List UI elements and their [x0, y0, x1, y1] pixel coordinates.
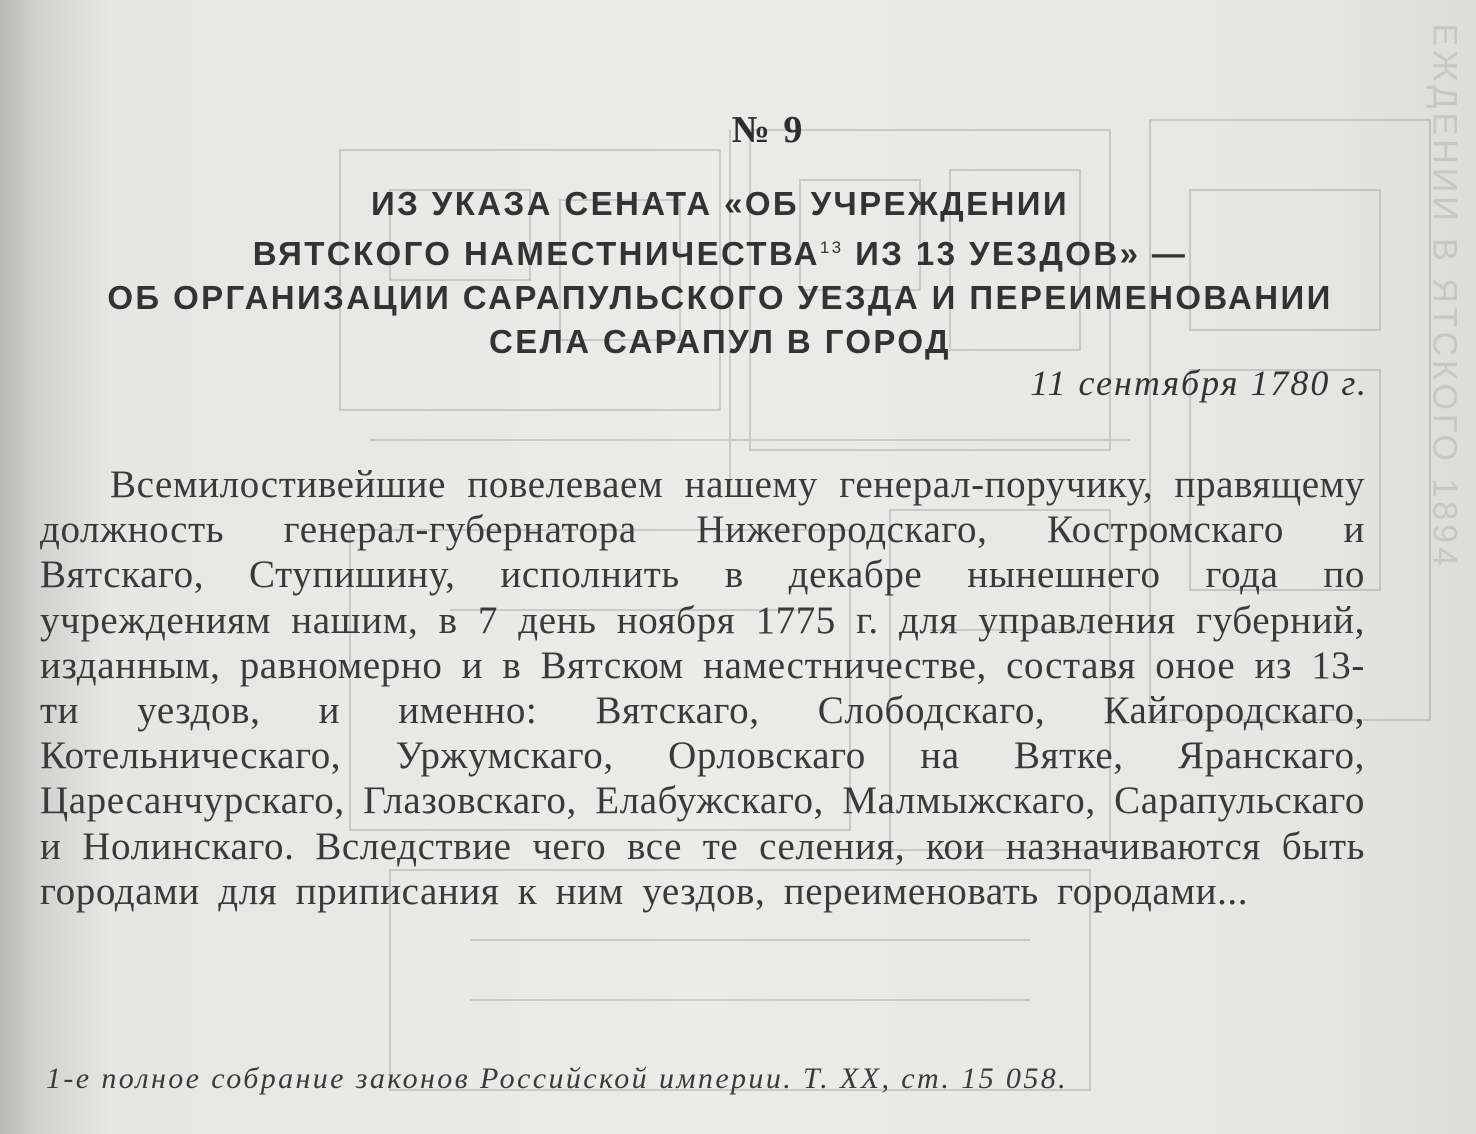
- title-line-4: СЕЛА САРАПУЛ В ГОРОД: [489, 323, 951, 360]
- footnote-marker: 13: [819, 238, 844, 257]
- title-line-3: ОБ ОРГАНИЗАЦИИ САРАПУЛЬСКОГО УЕЗДА И ПЕРЕИМЕНОВАНИИ: [107, 279, 1333, 316]
- document-title: [40, 182, 1400, 364]
- title-line-1: ИЗ УКАЗА СЕНАТА «ОБ УЧРЕЖДЕНИИ: [371, 185, 1069, 222]
- source-citation: 1-е полное собрание законов Российской империи. Т. XX, ст. 15 058.: [46, 1062, 1069, 1095]
- document-date: 11 сентября 1780 г.: [1030, 363, 1368, 403]
- body-paragraph: [40, 462, 1365, 914]
- document-number: № 9: [731, 109, 805, 151]
- reverse-side-bleed: ЕЖДЕНИИ В ЯТСКОГО 1894: [1426, 23, 1464, 570]
- title-line-2: [40, 226, 1400, 276]
- body-text: Всемилостивейшие повелеваем нашему генерал-поручику, правящему должность генерал-губернатора Нижегородскаго, Костромскаго и Вятскаго, Ступишину, исполнить в декабре нынешнего года по учреждениям нашим, в 7 день ноября 1775 г. для управления губерний, изданным, равномерно и в Вятском наместничестве, составя оное из 13-ти уездов, и именно: Вятскаго, Слободскаго, Кайгородскаго, Котельническаго, Уржумскаго, Орловскаго на Вятке, Яранскаго, Царесанчурскаго, Глазовскаго, Елабужскаго, Малмыжскаго, Сарапульскаго и Нолинскаго. Вследствие чего все те селения, кои назначиваются быть городами для приписания к ним уездов, переименовать городами...: [40, 463, 1365, 913]
- title-line-2-text: ВЯТСКОГО НАМЕСТНИЧЕСТВА: [252, 235, 820, 272]
- title-line-2-tail: ИЗ 13 УЕЗДОВ» —: [855, 235, 1188, 272]
